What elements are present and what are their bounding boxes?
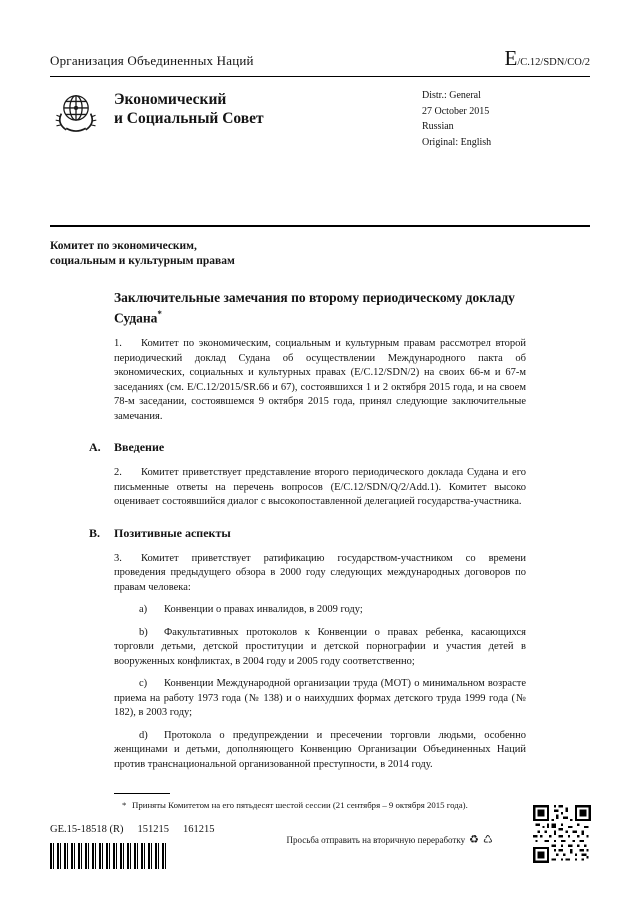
distr-original: Original: English xyxy=(422,136,492,148)
council-name xyxy=(114,86,264,129)
section-b-letter: B. xyxy=(89,525,101,540)
ge-number: GE.15-18518 (R) xyxy=(50,824,124,835)
paragraph-2 xyxy=(114,466,526,510)
committee-name-line2: социальным и культурным правам xyxy=(50,254,235,267)
section-a-title: Введение xyxy=(114,440,165,455)
paragraph-3 xyxy=(114,552,526,596)
ge-code-2: 161215 xyxy=(183,824,215,835)
list-item-b-label: b) xyxy=(139,626,148,638)
organization-name: Организация Объединенных Наций xyxy=(50,53,254,68)
ge-line xyxy=(50,824,215,835)
document-symbol-series: E xyxy=(504,46,518,70)
section-a-letter: A. xyxy=(89,440,101,455)
list-item-b-text: Факультативных протоколов к Конвенции о правах ребенка, касающихся торговли детьми, детской проституции и детской порнографии и участия детей в вооруженных конфликтах, в 2004 году и 2005 году соответственно; xyxy=(114,626,526,667)
distr-date: 27 October 2015 xyxy=(422,105,490,117)
recycle-icon: ♻ xyxy=(469,833,479,846)
paragraph-3-number: 3. xyxy=(114,552,122,564)
list-item-d-text: Протокола о предупреждении и пресечении торговли людьми, особенно женщинами и детьми, дополняющего Конвенцию Организации Объединенных Наций против транснациональной организованной преступности, в 2014 году. xyxy=(114,729,526,770)
paragraph-1-number: 1. xyxy=(114,338,122,350)
committee-name xyxy=(50,239,590,269)
paragraph-2-number: 2. xyxy=(114,467,122,479)
footnote xyxy=(122,799,552,811)
list-item-c-text: Конвенции Международной организации труда (МОТ) о минимальном возрасте приема на работу 1973 года (№ 138) и о наихудших формах детского труда 1999 года (№ 182), в 2003 году; xyxy=(114,678,526,719)
page-title-text: Заключительные замечания по второму периодическому докладу Судана xyxy=(114,289,515,326)
page-title xyxy=(114,289,526,327)
list-item-d-label: d) xyxy=(139,729,148,741)
title-footnote-marker: * xyxy=(157,308,162,319)
list-item-a-label: a) xyxy=(139,604,148,616)
list-item-c-label: c) xyxy=(139,678,148,690)
recycle-arrows-icon: ♺ xyxy=(482,833,493,846)
recycle-note xyxy=(287,834,493,845)
document-header xyxy=(50,46,590,71)
footnote-rule xyxy=(114,793,170,794)
footnote-text: Приняты Комитетом на его пятьдесят шестой сессии (21 сентября – 9 октября 2015 года). xyxy=(132,800,468,810)
committee-name-line1: Комитет по экономическим, xyxy=(50,240,197,252)
masthead xyxy=(50,86,590,225)
list-item-a-text: Конвенции о правах инвалидов, в 2009 году; xyxy=(164,604,363,616)
paragraph-1-text: Комитет по экономическим, социальным и культурным правам рассмотрел второй периодический доклад Судана об осуществлении Международного пакта об экономических, социальных и культурных правах (E/C.12/SDN/2) на своих 66-м и 67-м заседаниях (см. E/C.12/2015/SR.66 и 67), состоявшихся 1 и 2 октября 2015 года, и на своем 78-м заседании, состоявшемся 9 октября 2015 года, принял следующие заключительные замечания. xyxy=(114,338,526,422)
document-symbol xyxy=(505,46,590,71)
header-rule-thin xyxy=(50,76,590,77)
ge-block xyxy=(50,824,215,869)
section-heading-a xyxy=(89,440,590,455)
council-name-line1: Экономический xyxy=(114,91,227,108)
section-b-title: Позитивные аспекты xyxy=(114,525,231,540)
distr-language: Russian xyxy=(422,121,454,132)
distribution-block xyxy=(422,86,590,150)
distr-type: Distr.: General xyxy=(422,90,481,101)
footnote-marker: * xyxy=(122,800,127,810)
qr-code xyxy=(533,805,591,863)
document-symbol-number: /C.12/SDN/CO/2 xyxy=(517,57,590,68)
barcode xyxy=(50,843,168,869)
paragraph-2-text: Комитет приветствует представление второго периодического доклада Судана и его письменные ответы на перечень вопросов (E/C.12/SDN/Q/2/Add.1). Комитет высоко оценивает состоявшийся диалог с высокопоставленной делегацией государства-участника. xyxy=(114,467,526,508)
list-item-d xyxy=(114,729,526,773)
paragraph-1 xyxy=(114,337,526,424)
section-heading-b xyxy=(89,526,590,541)
list-item-c xyxy=(114,677,526,721)
un-emblem-icon xyxy=(50,86,102,138)
header-rule-thick xyxy=(50,225,590,227)
footer xyxy=(50,824,590,869)
recycle-text: Просьба отправить на вторичную переработку xyxy=(286,834,466,845)
paragraph-3-text: Комитет приветствует ратификацию государством-участником со времени проведения предыдущего обзора в 2000 году следующих международных договоров по правам человека: xyxy=(114,552,526,593)
page-bottom xyxy=(50,793,590,905)
council-name-line2: и Социальный Совет xyxy=(114,110,264,128)
list-item-a xyxy=(114,603,526,618)
list-item-b xyxy=(114,626,526,670)
ge-code-1: 151215 xyxy=(137,824,169,835)
